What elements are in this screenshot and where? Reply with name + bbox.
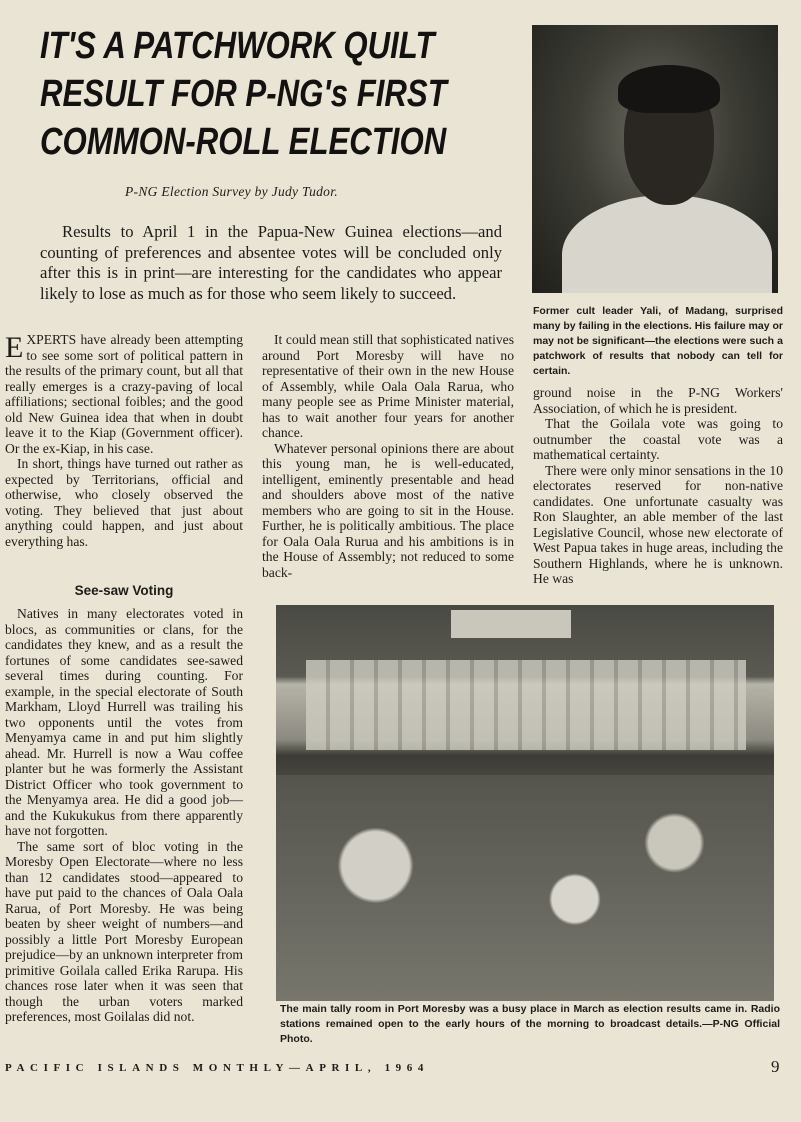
column-1-paragraph-1: EXPERTS have already been attempting to see some sort of political pattern in the results of the primary count, but all that really emerges is a crazy-paving of local affiliations; sectional foibles; and the good old New Guinea idea that when in doubt leave it to the Kiap (Government officer). Or the ex-Kiap, in his case. [5, 331, 243, 456]
tally-room-caption: The main tally room in Port Moresby was a busy place in March as election results came in. Radio stations remained open to the early hours of the morning to broadcast details.—P-NG Official Photo. [280, 1003, 780, 1045]
headline-line-3: COMMON-ROLL ELECTION [40, 121, 447, 163]
column-1-paragraph-2: In short, things have turned out rather as expected by Territorians, official and otherwise, who closely observed the voting. They believed that just about anything could happen, and just about everything has. [5, 456, 243, 549]
page-number: 9 [771, 1057, 780, 1076]
column-3-paragraph-3: There were only minor sensations in the 10 electorates reserved for non-native candidates. One unfortunate casualty was Ron Slaughter, an able member of the last Legislative Council, whose new electorate of West Papua takes in huge areas, including the Southern Highlands, where he is unknown. He was [533, 462, 783, 586]
standfirst-text: Results to April 1 in the Papua-New Guinea elections—and counting of preferences and absentee votes will be concluded only after this is in print—are interesting for the candidates who appear likely to lose as much as for those who seem likely to succeed. [40, 222, 502, 303]
column-3 [533, 385, 783, 587]
standfirst [40, 222, 502, 304]
column-1-lower [5, 606, 243, 1025]
column-2 [262, 332, 514, 580]
column-3-paragraph-2: That the Goilala vote was going to outnumber the coastal vote was a mathematical certainty. [533, 416, 783, 462]
column-1 [5, 332, 243, 549]
drop-cap: E [5, 331, 24, 364]
portrait-caption: Former cult leader Yali, of Madang, surprised many by failing in the elections. His failure may or may not be significant—the elections were such a patchwork of results that nobody can tell for certain. [533, 305, 783, 377]
column-2-paragraph-1: It could mean still that sophisticated natives around Port Moresby will have no representative of their own in the new House of Assembly, while Oala Oala Rarua, who many people see as Prime Minister material, has to wait another four years for another chance. [262, 332, 514, 440]
subhead: See-saw Voting [74, 583, 174, 598]
footer-publication-line: PACIFIC ISLANDS MONTHLY—APRIL, 1964 [5, 1062, 429, 1074]
column-3-paragraph-1: ground noise in the P-NG Workers' Association, of which he is president. [533, 385, 783, 416]
column-1-lower-paragraph-1: Natives in many electorates voted in blocs, as communities or clans, for the candidates they knew, and as a result the fortunes of some candidates see-sawed several times during counting. For example, in the special electorate of South Markham, Lloyd Hurrell was trailing his two opponents until the votes from Menyamya came in and put him slightly ahead. Mr. Hurrell is now a Wau coffee planter but he was formerly the Assistant District Officer who took government to the Menyamya area. He did a good job—and the Kukukukus from there apparently have not forgotten. [5, 606, 243, 838]
headline-line-2: RESULT FOR P-NG's FIRST [40, 73, 447, 115]
headline-line-1: IT'S A PATCHWORK QUILT [40, 25, 435, 67]
tally-room-photo [276, 605, 774, 1001]
column-2-paragraph-2: Whatever personal opinions there are about this young man, he is well-educated, intelligent, eminently presentable and head and shoulders above most of the native members who are going to sit in the House. Further, he is politically ambitious. The place for Oala Oala Rurua and his ambitions is in the House of Assembly; not reduced to some back- [262, 440, 514, 580]
headline [40, 22, 480, 166]
column-1-lower-paragraph-2: The same sort of bloc voting in the Moresby Open Electorate—where no less than 12 candidates stood—appeared to have put paid to the chances of Oala Oala Rarua, of Port Moresby. He was being beaten by sheer weight of numbers—and possibly a little Port Moresby European prejudice—by an unknown interpreter from primitive Goilala called Erika Rarupa. His chances rose later when it was seen that though the urban voters marked preferences, most Goilalas did not. [5, 838, 243, 1024]
portrait-photo [532, 25, 778, 293]
byline: P-NG Election Survey by Judy Tudor. [125, 184, 338, 199]
